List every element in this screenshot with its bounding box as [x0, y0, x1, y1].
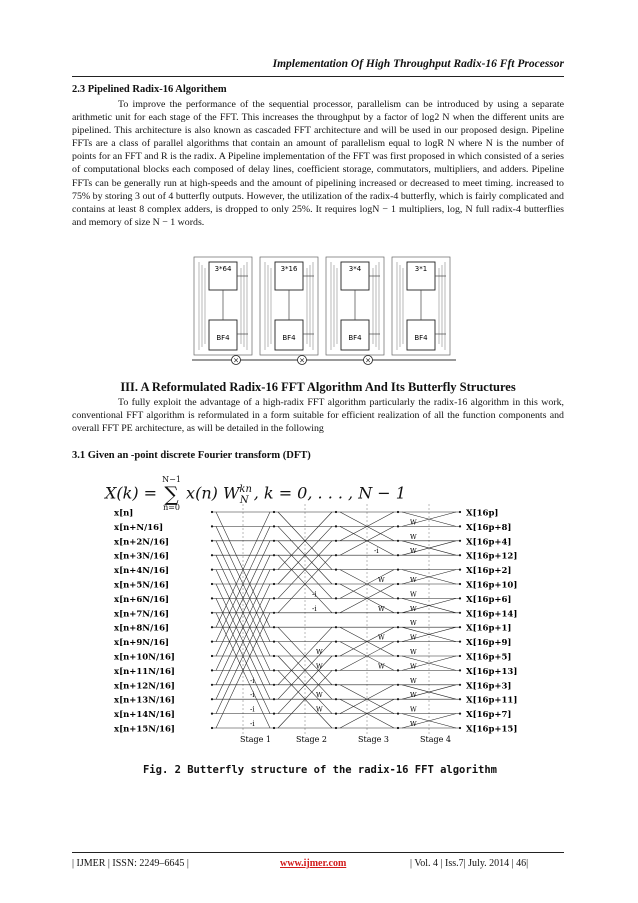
twiddle-label: W [378, 604, 385, 613]
butterfly-node [335, 684, 337, 686]
stage-label: Stage 3 [358, 735, 389, 744]
pipeline-figure [190, 254, 458, 368]
neg-j-label: -i [250, 720, 255, 728]
twiddle-label: W [316, 691, 323, 700]
butterfly-block-label: BF4 [414, 334, 428, 342]
output-label: X[16p+13] [466, 666, 518, 677]
butterfly-node [335, 612, 337, 614]
dft-equation: X(k) = N−1 ∑ n=0 x(n) $W^{kn}_N$ , k = 0, . . . , N − 1 [105, 475, 406, 512]
butterfly-node [335, 583, 337, 585]
twiddle-label: W [378, 576, 385, 584]
input-label: x[n+13N/16] [114, 695, 175, 706]
butterfly-node [397, 597, 399, 599]
input-label: x[n] [114, 508, 134, 519]
twiddle-label: W [378, 662, 385, 671]
sum-icon: ∑ [164, 482, 179, 506]
footer-rule [72, 852, 564, 853]
butterfly-node [211, 669, 213, 671]
input-label: x[n+11N/16] [114, 666, 175, 677]
butterfly-node [397, 641, 399, 643]
twiddle-label: W [410, 662, 417, 671]
butterfly-node [397, 684, 399, 686]
stage-label: Stage 2 [296, 735, 327, 744]
butterfly-node [397, 554, 399, 556]
butterfly-node [211, 713, 213, 715]
butterfly-node [211, 684, 213, 686]
output-label: X[16p+4] [466, 537, 512, 548]
butterfly-node [397, 669, 399, 671]
output-label: X[16p+10] [466, 580, 518, 591]
butterfly-node [459, 554, 461, 556]
multiplier-symbol: × [365, 356, 371, 365]
output-label: X[16p+11] [466, 695, 518, 706]
input-label: x[n+15N/16] [114, 724, 175, 735]
output-label: X[16p+14] [466, 609, 518, 620]
output-label: X[16p+15] [466, 724, 518, 735]
butterfly-node [335, 525, 337, 527]
delay-block-label: 3*64 [214, 265, 232, 273]
twiddle-label: W [316, 662, 323, 671]
butterfly-node [397, 612, 399, 614]
butterfly-node [273, 554, 275, 556]
butterfly-node [211, 626, 213, 628]
input-label: x[n+12N/16] [114, 681, 175, 692]
twiddle-label: W [410, 676, 417, 685]
butterfly-node [273, 727, 275, 729]
butterfly-node [211, 727, 213, 729]
output-label: X[16p+12] [466, 551, 518, 562]
butterfly-node [459, 525, 461, 527]
twiddle-label: W [410, 547, 417, 556]
butterfly-node [459, 583, 461, 585]
butterfly-node [273, 511, 275, 513]
butterfly-node [273, 569, 275, 571]
stage-label: Stage 4 [420, 735, 451, 744]
butterfly-node [273, 641, 275, 643]
butterfly-node [335, 698, 337, 700]
neg-j-label: -i [312, 590, 317, 599]
input-label: x[n+4N/16] [114, 566, 170, 577]
input-label: x[n+3N/16] [114, 551, 170, 562]
input-label: x[n+8N/16] [114, 623, 170, 634]
twiddle-label: W [410, 604, 417, 613]
butterfly-node [459, 597, 461, 599]
input-label: x[n+14N/16] [114, 710, 175, 721]
butterfly-node [459, 569, 461, 571]
butterfly-node [335, 511, 337, 513]
twiddle-label: W [410, 720, 417, 728]
header-rule [72, 76, 564, 77]
butterfly-node [273, 669, 275, 671]
butterfly-node [273, 698, 275, 700]
twiddle-label: W [410, 705, 417, 714]
butterfly-node [211, 525, 213, 527]
butterfly-node [459, 641, 461, 643]
butterfly-node [335, 554, 337, 556]
input-label: x[n+N/16] [114, 522, 164, 533]
running-header: Implementation Of High Throughput Radix-16 Fft Processor [272, 58, 564, 70]
butterfly-node [211, 597, 213, 599]
figure-2-caption: Fig. 2 Butterfly structure of the radix-16 FFT algorithm [142, 764, 497, 776]
butterfly-node [459, 612, 461, 614]
twiddle-label: W [316, 648, 323, 656]
section-3-1-heading: 3.1 Given an -point discrete Fourier transform (DFT) [72, 450, 311, 461]
input-label: x[n+7N/16] [114, 609, 170, 620]
butterfly-node [397, 525, 399, 527]
section-2-3-paragraph: To improve the performance of the sequential processor, parallelism can be introduced by using a separate arithmetic unit for each stage of the FFT. This increases the throughput by a factor of log2 N when the different units are pipelined. This architecture is also known as cascaded FFT architecture and will be used in our proposed design. Pipeline FFTs are a class of parallel algorithms that contain an amount of parallelism equal to logR N where N is the number of points for an FFT and R is the radix. A Pipeline implementation of the FFT was first proposed in which consisted of a series of computational blocks each composed of delay lines, coefficient storage, commutators, multipliers, and adders. Pipeline FFTs can be generally run at high-speeds and the amount of pipelining increased or decreased to meet timing. increased to 75% by storing 3 out of 4 butterfly outputs. However, the utilization of the radix-4 butterfly, which is fairly complicated and contains at least 8 complex adders, is dropped to only 25%. It requires logN − 1 multipliers, log, N full radix-4 butterflies and memory of size N − 1 words. [72, 99, 564, 228]
butterfly-block-label: BF4 [282, 334, 296, 342]
butterfly-node [273, 713, 275, 715]
butterfly-node [397, 569, 399, 571]
sum-upper-limit: N−1 [162, 475, 181, 484]
butterfly-node [273, 612, 275, 614]
neg-j-label: -i [250, 691, 255, 700]
butterfly-node [335, 713, 337, 715]
butterfly-node [273, 626, 275, 628]
delay-block-label: 3*4 [348, 265, 362, 273]
butterfly-node [273, 583, 275, 585]
butterfly-node [335, 727, 337, 729]
butterfly-node [335, 641, 337, 643]
twiddle-label: W [410, 648, 417, 656]
butterfly-node [397, 727, 399, 729]
output-label: X[16p+2] [466, 566, 512, 577]
butterfly-node [211, 554, 213, 556]
output-label: X[16p+6] [466, 594, 512, 605]
butterfly-node [397, 698, 399, 700]
butterfly-figure [110, 500, 530, 762]
neg-j-label: -i [374, 547, 379, 556]
butterfly-node [459, 684, 461, 686]
output-label: X[16p+8] [466, 522, 512, 533]
butterfly-node [211, 583, 213, 585]
butterfly-node [397, 540, 399, 542]
multiplier-symbol: × [233, 356, 239, 365]
butterfly-node [397, 583, 399, 585]
butterfly-node [211, 698, 213, 700]
butterfly-node [335, 626, 337, 628]
butterfly-node [211, 540, 213, 542]
butterfly-node [335, 597, 337, 599]
input-label: x[n+6N/16] [114, 594, 170, 605]
butterfly-node [335, 569, 337, 571]
butterfly-node [273, 597, 275, 599]
butterfly-node [459, 698, 461, 700]
output-label: X[16p+3] [466, 681, 512, 692]
section-iii-heading: III. A Reformulated Radix-16 FFT Algorithm And Its Butterfly Structures [120, 380, 516, 394]
butterfly-node [335, 655, 337, 657]
butterfly-node [335, 669, 337, 671]
butterfly-node [211, 655, 213, 657]
butterfly-node [273, 684, 275, 686]
input-label: x[n+2N/16] [114, 537, 170, 548]
butterfly-node [397, 626, 399, 628]
twiddle-label: W [410, 633, 417, 642]
butterfly-node [459, 655, 461, 657]
footer-volume: | Vol. 4 | Iss.7| July. 2014 | 46| [410, 858, 529, 869]
twiddle-label: W [378, 633, 385, 642]
twiddle-label: W [410, 619, 417, 628]
butterfly-node [273, 525, 275, 527]
butterfly-node [335, 540, 337, 542]
butterfly-node [459, 727, 461, 729]
footer-website-link[interactable]: www.ijmer.com [280, 858, 347, 869]
twiddle-label: W [410, 518, 417, 527]
butterfly-block-label: BF4 [348, 334, 362, 342]
twiddle-label: W [410, 691, 417, 700]
butterfly-node [459, 511, 461, 513]
butterfly-node [211, 511, 213, 513]
neg-j-label: -i [312, 604, 317, 613]
butterfly-node [211, 569, 213, 571]
input-label: x[n+10N/16] [114, 652, 175, 663]
output-label: X[16p] [466, 508, 499, 519]
twiddle-label: W [410, 576, 417, 584]
butterfly-node [459, 540, 461, 542]
footer-journal: | IJMER | ISSN: 2249–6645 | [72, 858, 189, 869]
delay-block-label: 3*1 [414, 265, 428, 273]
output-label: X[16p+7] [466, 710, 512, 721]
butterfly-node [459, 713, 461, 715]
twiddle-label: W [410, 590, 417, 599]
butterfly-node [459, 626, 461, 628]
section-iii-paragraph: To fully exploit the advantage of a high-radix FFT algorithm particularly the radix-16 algorithm in this work, conventional FFT algorithm is reformulated in a form suitable for efficient realization of all the function components and overall FFT PE architecture, as will be detailed in the following [72, 397, 564, 435]
twiddle-label: W [410, 532, 417, 541]
section-2-3-heading: 2.3 Pipelined Radix-16 Algorithem [72, 84, 227, 95]
butterfly-node [273, 540, 275, 542]
butterfly-node [397, 713, 399, 715]
butterfly-node [211, 641, 213, 643]
delay-block-label: 3*16 [280, 265, 298, 273]
twiddle-label: W [316, 705, 323, 714]
butterfly-node [397, 655, 399, 657]
neg-j-label: -i [250, 705, 255, 714]
input-label: x[n+9N/16] [114, 638, 170, 649]
sum-lower-limit: n=0 [163, 503, 181, 512]
multiplier-symbol: × [299, 356, 305, 365]
butterfly-node [459, 669, 461, 671]
neg-j-label: -i [250, 676, 255, 685]
butterfly-node [273, 655, 275, 657]
butterfly-node [397, 511, 399, 513]
output-label: X[16p+5] [466, 652, 512, 663]
output-label: X[16p+9] [466, 638, 512, 649]
output-label: X[16p+1] [466, 623, 512, 634]
butterfly-node [211, 612, 213, 614]
input-label: x[n+5N/16] [114, 580, 170, 591]
butterfly-block-label: BF4 [216, 334, 230, 342]
stage-label: Stage 1 [240, 735, 271, 744]
